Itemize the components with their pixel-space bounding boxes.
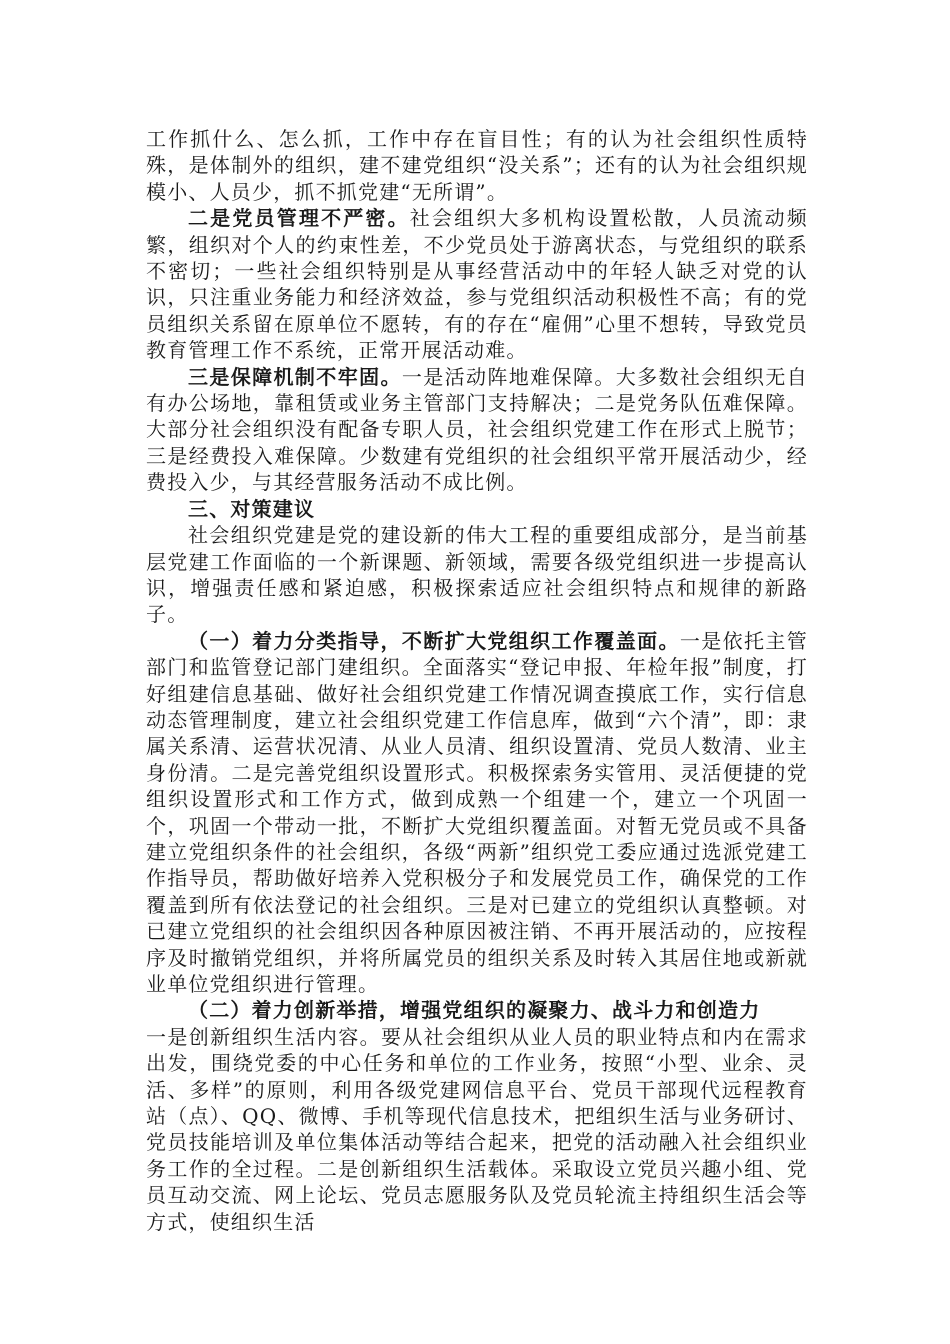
section-heading-3: 三、对策建议 — [188, 496, 316, 521]
paragraph-5-lead: （一）着力分类指导，不断扩大党组织工作覆盖面。 — [188, 628, 680, 653]
paragraph-6-body: 一是创新组织生活内容。要从社会组织从业人员的职业特点和内在需求出发，围绕党委的中心任务和单位的工作业务，按照“小型、业余、灵活、多样”的原则，利用各级党建网信息平台、党员干部现代远程教育站（点）、QQ、微博、手机等现代信息技术，把组织生活与业务研讨、党员技能培训及单位集体活动等结合起来，把党的活动融入社会组织业务工作的全过程。二是创新组织生活载体。采取设立党员兴趣小组、党员互动交流、网上论坛、党员志愿服务队及党员轮流主持组织生活会等方式，使组织生活 — [146, 1024, 808, 1234]
paragraph-2-body: 社会组织大多机构设置松散，人员流动频繁，组织对个人的约束性差，不少党员处于游离状态，与党组织的联系不密切；一些社会组织特别是从事经营活动中的年轻人缺乏对党的认识，只注重业务能力和经济效益，参与党组织活动积极性不高；有的党员组织关系留在原单位不愿转，有的存在“雇佣”心里不想转，导致党员教育管理工作不系统，正常开展活动难。 — [146, 206, 808, 363]
paragraph-5 — [146, 628, 808, 998]
paragraph-2 — [146, 205, 808, 363]
paragraph-4: 社会组织党建是党的建设新的伟大工程的重要组成部分，是当前基层党建工作面临的一个新课题、新领域，需要各级党组织进一步提高认识，增强责任感和紧迫感，积极探索适应社会组织特点和规律的新路子。 — [146, 523, 808, 627]
paragraph-6-lead: （二）着力创新举措，增强党组织的凝聚力、战斗力和创造力 — [188, 998, 761, 1023]
paragraph-2-lead: 二是党员管理不严密。 — [188, 206, 410, 231]
paragraph-3-lead: 三是保障机制不牢固。 — [188, 364, 402, 389]
document-body — [146, 126, 808, 1235]
paragraph-3 — [146, 364, 808, 496]
paragraph-5-body: 一是依托主管部门和监管登记部门建组织。全面落实“登记申报、年检年报”制度，打好组建信息基础、做好社会组织党建工作情况调查摸底工作，实行信息动态管理制度，建立社会组织党建工作信息库，做到“六个清”，即：隶属关系清、运营状况清、从业人员清、组织设置清、党员人数清、业主身份清。二是完善党组织设置形式。积极探索务实管用、灵活便捷的党组织设置形式和工作方式，做到成熟一个组建一个，建立一个巩固一个，巩固一个带动一批，不断扩大党组织覆盖面。对暂无党员或不具备建立党组织条件的社会组织，各级“两新”组织党工委应通过选派党建工作指导员，帮助做好培养入党积极分子和发展党员工作，确保党的工作覆盖到所有依法登记的社会组织。三是对已建立的党组织认真整顿。对已建立党组织的社会组织因各种原因被注销、不再开展活动的，应按程序及时撤销党组织，并将所属党员的组织关系及时转入其居住地或新就业单位党组织进行管理。 — [146, 628, 809, 996]
paragraph-3-body: 一是活动阵地难保障。大多数社会组织无自有办公场地，靠租赁或业务主管部门支持解决；二是党务队伍难保障。大部分社会组织没有配备专职人员，社会组织党建工作在形式上脱节；三是经费投入难保障。少数建有党组织的社会组织平常开展活动少，经费投入少，与其经营服务活动不成比例。 — [146, 364, 808, 495]
paragraph-1: 工作抓什么、怎么抓，工作中存在盲目性；有的认为社会组织性质特殊，是体制外的组织，建不建党组织“没关系”；还有的认为社会组织规模小、人员少，抓不抓党建“无所谓”。 — [146, 127, 808, 204]
